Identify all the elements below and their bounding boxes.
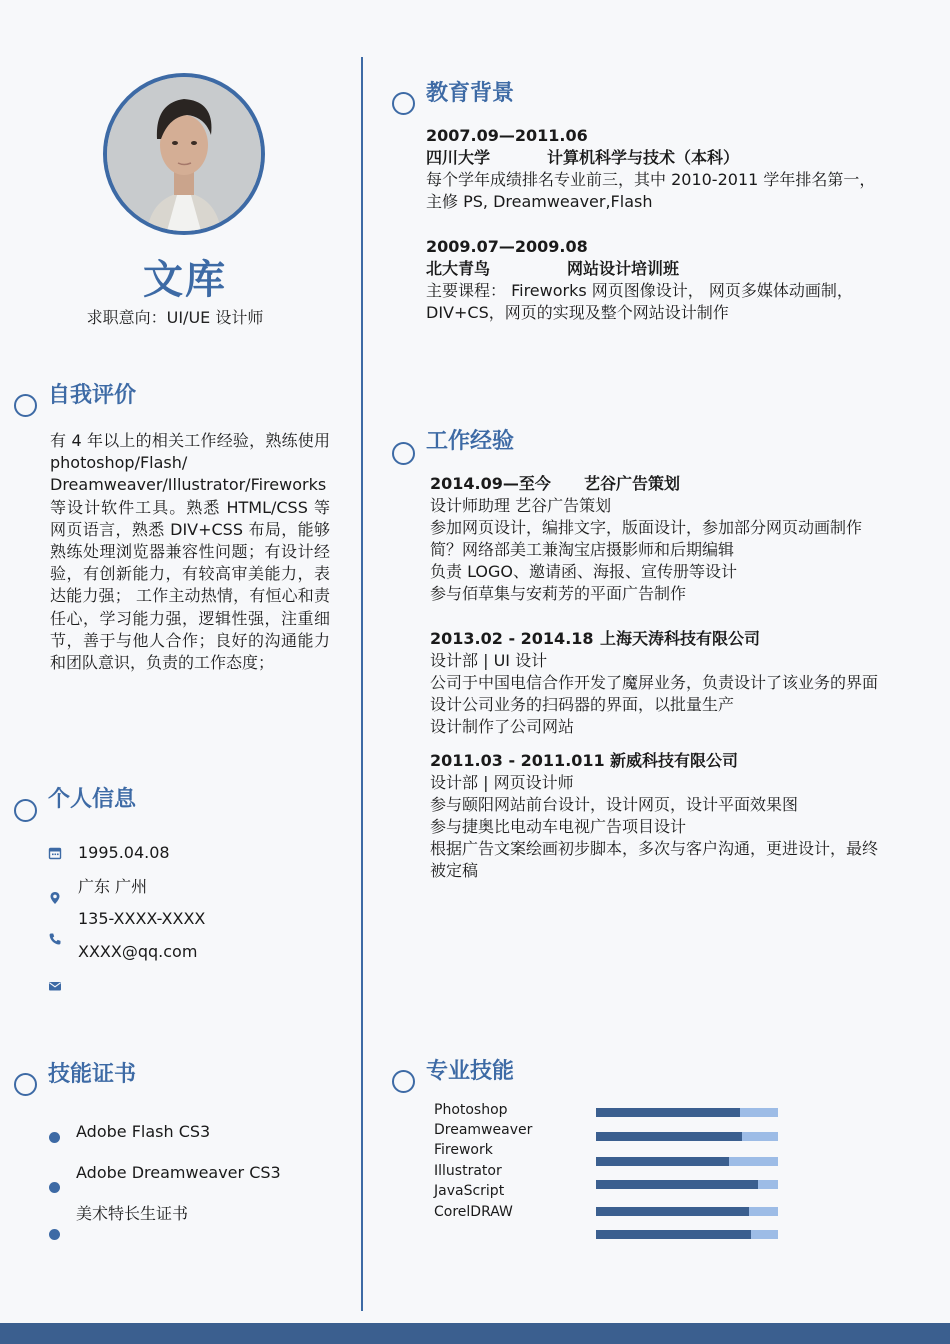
bullet-icon	[49, 1182, 60, 1193]
email-value: XXXX@qq.com	[78, 942, 198, 961]
skill-name: Firework	[434, 1142, 493, 1158]
work-company: 艺谷广告策划	[584, 474, 681, 493]
self-eval-text: 有 4 年以上的相关工作经验，熟练使用 photoshop/Flash/ Dreamweaver/Illustrator/Fireworks 等设计软件工具。熟悉 HTML/CSS 等网页语言，熟悉 DIV+CSS 布局，能够熟练处理浏览器兼容性问题；有设计经验，有创新能力，有较高审美能力，表达能力强； 工作主动热情，有恒心和责任心，学习能力强，逻辑性强，注重细节，善于与他人合作；良好的沟通能力和团队意识，负责的工作态度；	[50, 431, 330, 673]
footer-bar	[0, 1323, 950, 1344]
work-detail-line: 简？网络部美工兼淘宝店摄影师和后期编辑	[430, 540, 735, 559]
calendar-icon	[48, 846, 62, 860]
section-marker-icon	[392, 92, 415, 115]
info-location	[48, 876, 338, 900]
edu-major: 计算机科学与技术（本科）	[547, 148, 740, 167]
work-detail-line: 设计制作了公司网站	[430, 717, 575, 736]
bullet-icon	[49, 1132, 60, 1143]
skill-bar-fill	[596, 1207, 749, 1216]
section-title-self-eval: 自我评价	[48, 383, 137, 408]
skill-bar	[596, 1180, 778, 1189]
profile-photo	[103, 73, 265, 235]
skill-bar	[596, 1157, 778, 1166]
section-marker-icon	[14, 1073, 37, 1096]
work-detail-line: 参与佰草集与安莉芳的平面广告制作	[430, 584, 687, 603]
skill-bar-fill	[596, 1230, 751, 1239]
work-company: 新威科技有限公司	[610, 751, 739, 770]
work-detail-line: 根据广告文案绘画初步脚本，多次与客户沟通，更进设计，最终	[430, 839, 879, 858]
work-period: 2011.03 - 2011.011	[430, 751, 605, 770]
work-detail-line: 公司于中国电信合作开发了魔屏业务，负责设计了该业务的界面	[430, 673, 879, 692]
skill-bar	[596, 1230, 778, 1239]
info-birthday	[48, 842, 338, 866]
section-marker-icon	[392, 1070, 415, 1093]
skill-bar	[596, 1207, 778, 1216]
edu-detail-line: 主要课程： Fireworks 网页图像设计， 网页多媒体动画制，	[426, 281, 853, 300]
section-title-work: 工作经验	[426, 429, 515, 454]
edu-major: 网站设计培训班	[567, 259, 680, 278]
mail-icon	[48, 979, 62, 993]
skill-bar-fill	[596, 1180, 758, 1189]
birthday-value: 1995.04.08	[78, 843, 170, 862]
skill-name: Illustrator	[434, 1163, 502, 1179]
skill-name: Dreamweaver	[434, 1122, 533, 1138]
certificate-item: Adobe Flash CS3	[76, 1122, 211, 1141]
skill-bar	[596, 1132, 778, 1141]
work-detail-line: 设计部 | 网页设计师	[430, 773, 574, 792]
bullet-icon	[49, 1229, 60, 1240]
work-detail-line: 被定稿	[430, 861, 479, 880]
skill-bar	[596, 1108, 778, 1117]
edu-school: 四川大学	[426, 148, 491, 167]
certificate-item: 美术特长生证书	[76, 1204, 189, 1223]
skill-bar-fill	[596, 1132, 742, 1141]
work-detail-line: 参与颐阳网站前台设计，设计网页，设计平面效果图	[430, 795, 799, 814]
edu-detail-line: 每个学年成绩排名专业前三，其中 2010-2011 学年排名第一，	[426, 170, 876, 189]
edu-detail-line: DIV+CS，网页的实现及整个网站设计制作	[426, 303, 729, 322]
section-marker-icon	[392, 442, 415, 465]
edu-school: 北大青鸟	[426, 259, 491, 278]
section-title-skills: 专业技能	[426, 1059, 515, 1084]
location-pin-icon	[48, 891, 62, 905]
job-intent: 求职意向：UI/UE 设计师	[86, 308, 264, 327]
skill-bar-fill	[596, 1157, 729, 1166]
phone-value: 135-XXXX-XXXX	[78, 909, 206, 928]
work-detail-line: 参与捷奥比电动车电视广告项目设计	[430, 817, 687, 836]
work-detail-line: 参加网页设计，编排文字，版面设计，参加部分网页动画制作	[430, 518, 863, 537]
edu-detail-line: 主修 PS, Dreamweaver,Flash	[426, 192, 653, 211]
work-period: 2013.02 - 2014.18	[430, 629, 594, 648]
section-title-personal-info: 个人信息	[48, 787, 137, 812]
skill-name: JavaScript	[434, 1183, 505, 1199]
location-value: 广东 广州	[78, 877, 148, 896]
info-phone	[48, 908, 338, 932]
work-detail-line: 负责 LOGO、邀请函、海报、宣传册等设计	[430, 562, 738, 581]
section-marker-icon	[14, 394, 37, 417]
column-divider	[361, 57, 363, 1311]
info-email	[48, 941, 338, 965]
work-period: 2014.09—至今	[430, 474, 551, 493]
edu-period: 2007.09—2011.06	[426, 126, 588, 145]
skill-name: CorelDRAW	[434, 1204, 513, 1220]
edu-period: 2009.07—2009.08	[426, 237, 588, 256]
work-company: 上海天涛科技有限公司	[600, 629, 761, 648]
work-detail-line: 设计部 | UI 设计	[430, 651, 548, 670]
profile-photo-illustration	[107, 77, 261, 231]
work-detail-line: 设计师助理 艺谷广告策划	[430, 496, 612, 515]
certificate-item: Adobe Dreamweaver CS3	[76, 1163, 281, 1182]
work-detail-line: 设计公司业务的扫码器的界面，以批量生产	[430, 695, 735, 714]
section-marker-icon	[14, 799, 37, 822]
skill-bar-fill	[596, 1108, 740, 1117]
section-title-education: 教育背景	[426, 81, 515, 106]
section-title-certificates: 技能证书	[48, 1062, 137, 1087]
skill-name: Photoshop	[434, 1102, 508, 1118]
candidate-name: 文库	[143, 257, 227, 303]
